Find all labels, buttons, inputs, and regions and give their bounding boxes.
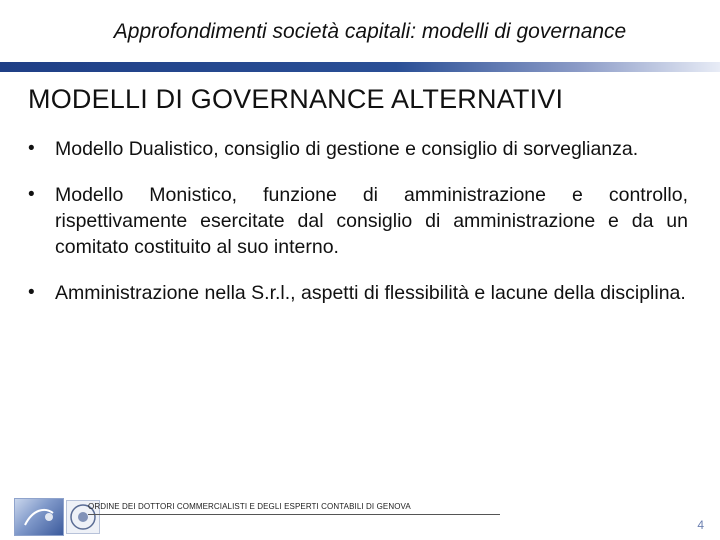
- bullet-item: [28, 280, 688, 306]
- header-rule: [0, 62, 720, 72]
- footer-logos: [14, 498, 88, 534]
- footer-line: [88, 514, 500, 515]
- page-number: 4: [697, 518, 704, 532]
- bullet-text: Modello Dualistico, consiglio di gestione e consiglio di sorveglianza.: [55, 138, 639, 160]
- bullet-dot-icon: •: [28, 282, 35, 303]
- bullet-item: [28, 182, 688, 260]
- header-title: Approfondimenti società capitali: modelli di governance: [113, 20, 627, 43]
- bullet-text: Amministrazione nella S.r.l., aspetti di flessibilità e lacune della disciplina.: [55, 282, 686, 304]
- bullet-item: [28, 136, 688, 162]
- org-logo-icon: [14, 498, 64, 536]
- bullet-dot-icon: •: [28, 138, 35, 159]
- slide-heading: MODELLI DI GOVERNANCE ALTERNATIVI: [28, 84, 564, 114]
- footer-org-name: ORDINE DEI DOTTORI COMMERCIALISTI E DEGLI ESPERTI CONTABILI DI GENOVA: [88, 502, 411, 511]
- bullet-list: [28, 136, 688, 326]
- logo-swirl-icon: [15, 499, 63, 535]
- bullet-dot-icon: •: [28, 184, 35, 205]
- bullet-text: Modello Monistico, funzione di amministrazione e controllo, rispettivamente esercitate dal consiglio di amministrazione e da un comitato costituito al suo interno.: [55, 184, 688, 258]
